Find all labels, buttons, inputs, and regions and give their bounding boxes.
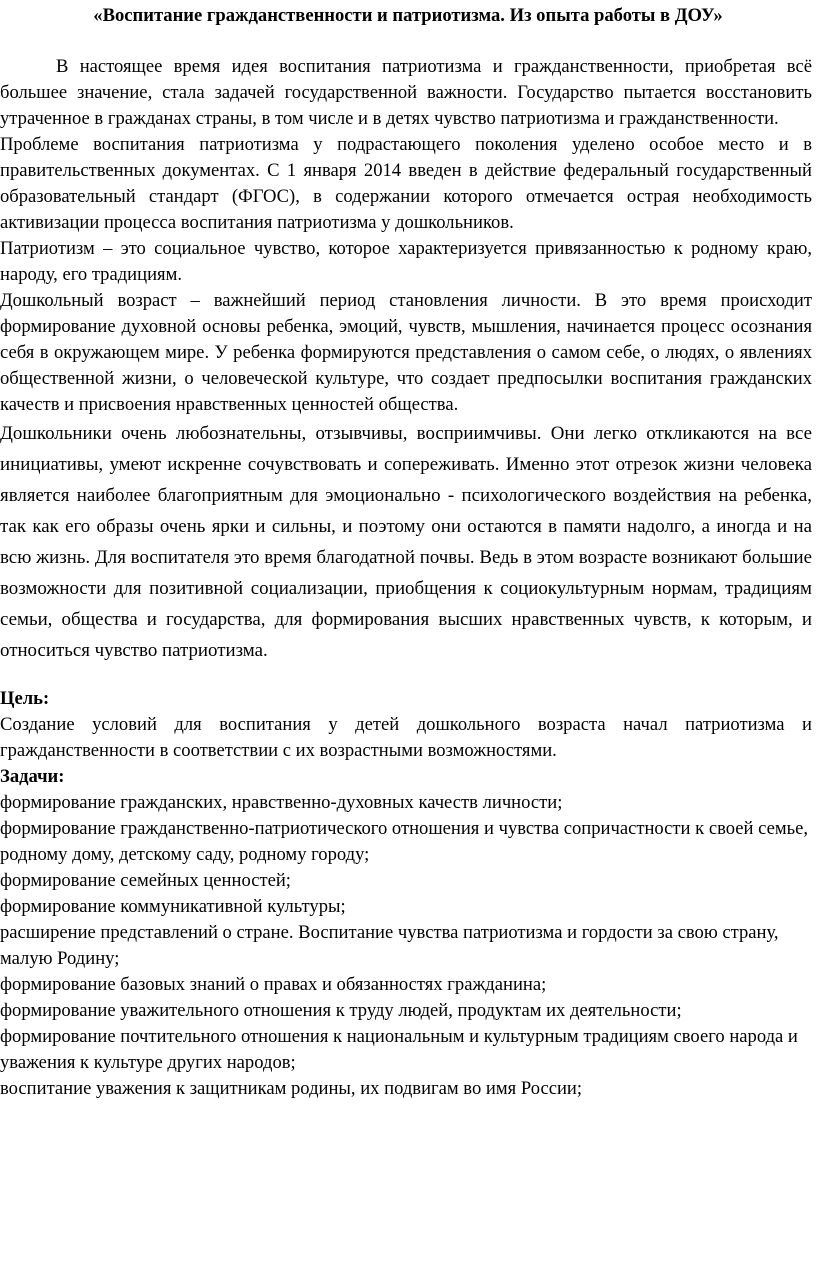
- task-item: формирование семейных ценностей;: [0, 870, 291, 891]
- goal-label: Цель:: [0, 688, 50, 709]
- task-item: формирование почтительного отношения к национальным и культурным традициям своего народа и уважения к культуре других народов;: [0, 1026, 798, 1073]
- task-item: воспитание уважения к защитникам родины, их подвигам во имя России;: [0, 1078, 583, 1099]
- paragraph: Дошкольный возраст – важнейший период становления личности. В это время происходит формирование духовной основы ребенка, эмоций, чувств, мышления, начинается процесс осознания себя в окружающем мире. У ребенка формируются представления о самом себе, о людях, о явлениях общественной жизни, о человеческой культуре, что создает предпосылки воспитания гражданских качеств и присвоения нравственных ценностей общества.: [0, 290, 812, 415]
- intro-section: [0, 54, 812, 418]
- task-item: формирование коммуникативной культуры;: [0, 896, 346, 917]
- task-item: формирование гражданственно-патриотического отношения и чувства сопричастности к своей семье, родному дому, детскому саду, родному городу;: [0, 818, 808, 865]
- spacer: [0, 666, 812, 686]
- task-item: формирование гражданских, нравственно-духовных качеств личности;: [0, 792, 563, 813]
- wide-spaced-section: [0, 418, 812, 666]
- goal-text: Создание условий для воспитания у детей дошкольного возраста начал патриотизма и гражданственности в соответствии с их возрастными возможностями.: [0, 714, 812, 761]
- paragraph: Патриотизм – это социальное чувство, которое характеризуется привязанностью к родному краю, народу, его традициям.: [0, 238, 812, 285]
- goals-section: [0, 686, 812, 1102]
- task-item: расширение представлений о стране. Воспитание чувства патриотизма и гордости за свою страну, малую Родину;: [0, 922, 779, 969]
- task-item: формирование базовых знаний о правах и обязанностях гражданина;: [0, 974, 547, 995]
- tasks-label: Задачи:: [0, 766, 65, 787]
- paragraph: В настоящее время идея воспитания патриотизма и гражданственности, приобретая всё большее значение, стала задачей государственной важности. Государство пытается восстановить утраченное в гражданах страны, в том числе и в детях чувство патриотизма и гражданственности.: [0, 56, 812, 129]
- document-title: «Воспитание гражданственности и патриотизма. Из опыта работы в ДОУ»: [93, 5, 723, 26]
- paragraph: Дошкольники очень любознательны, отзывчивы, восприимчивы. Они легко откликаются на все инициативы, умеют искренне сочувствовать и сопереживать. Именно этот отрезок жизни человека является наиболее благоприятным для эмоционально - психологического воздействия на ребенка, так как его образы очень ярки и сильны, и поэтому они остаются в памяти надолго, а иногда и на всю жизнь. Для воспитателя это время благодатной почвы. Ведь в этом возрасте возникают большие возможности для позитивной социализации, приобщения к социокультурным нормам, традициям семьи, общества и государства, для формирования высших нравственных чувств, к которым, и относиться чувство патриотизма.: [0, 423, 812, 661]
- paragraph: Проблеме воспитания патриотизма у подрастающего поколения уделено особое место и в правительственных документах. С 1 января 2014 введен в действие федеральный государственный образовательный стандарт (ФГОС), в содержании которого отмечается острая необходимость активизации процесса воспитания патриотизма у дошкольников.: [0, 134, 812, 233]
- task-item: формирование уважительного отношения к труду людей, продуктам их деятельности;: [0, 1000, 682, 1021]
